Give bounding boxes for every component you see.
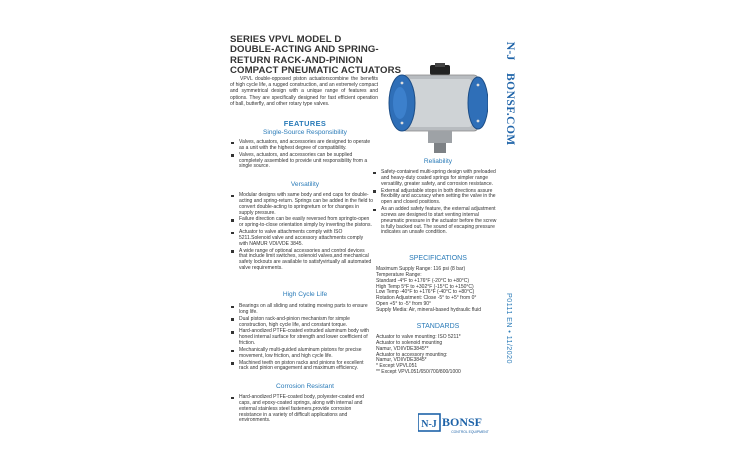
- specifications-heading: SPECIFICATIONS: [409, 255, 467, 262]
- sidebar-brand: BONSF.COM: [504, 73, 516, 146]
- document-title: [230, 35, 410, 76]
- bonsf-logo: [418, 411, 502, 435]
- features-heading: FEATURES: [283, 119, 327, 128]
- standards-text: Actuator to valve mounting: ISO 5211* Actuator to solenoid mounting Namur, VDI/VDE3845** Actuator to accessory mounting: Namur, VDI/VDE3845* * Except VPVL051 ** Except VPVL051/650/700/800/1000: [376, 334, 461, 376]
- list-item: External adjustable stops in both directions assure flexibility and accuracy when setting the valve in the open and closed positions.: [372, 189, 500, 207]
- list-item: A wide range of optional accessories and control devices that include limit switches, solenoid valves,and mechanical safety lockouts are available to satisfyvirtually all automated valve requirements.: [230, 249, 373, 272]
- reliability-list: [372, 170, 500, 237]
- footer-logo-name: BONSF: [442, 415, 483, 429]
- list-item: Modular designs with same body and end caps for double-acting and spring-return. Springs can be added in the field to convert double-acting to springreturn or for changes in supply pressure.: [230, 193, 373, 216]
- list-item: Hard-anodized PTFE-coated body, polyester-coated end caps, and epoxy-coated springs, along with internal and external stainless steel fasteners,provide corrosion resistance in a variety of difficult applications and environments.: [230, 395, 373, 424]
- sidebar-logo-text: N-J: [504, 41, 518, 61]
- high-cycle-heading: High Cycle Life: [282, 291, 328, 298]
- title-line: SERIES VPVL MODEL D: [230, 34, 342, 45]
- list-item: Actuator to valve attachments comply with ISO 5211.Solenoid valve and accessory attachments comply with NAMUR VDI/VDE 3845.: [230, 230, 373, 248]
- list-item: Bearings on all sliding and rotating moving parts to ensure long life.: [230, 304, 373, 316]
- nj-logo-icon: [503, 38, 521, 64]
- list-item: Failure direction can be easily reversed from springto-open or spring-to-close orientation simply by inverting the pistons.: [230, 217, 373, 229]
- title-line: COMPACT PNEUMATIC ACTUATORS: [230, 64, 402, 76]
- list-item: Dual piston rack-and-pinion mechanism for simple construction, high cycle life, and constant torque.: [230, 317, 373, 329]
- standards-heading: STANDARDS: [416, 323, 460, 330]
- list-item: Hard-anodized PTFE-coated extruded aluminum body with honed internal surface for strength and lower coefficient of friction.: [230, 329, 373, 347]
- footer-logo-mark: N-J: [421, 419, 437, 430]
- list-item: As an added safety feature, the external adjustment screws are designed to start venting internal pneumatic pressure in the actuator before the screw is fully backed out. The sound of escaping pressure indicates an unsafe condition.: [372, 207, 500, 236]
- list-item: Valves, actuators, and accessories are designed to operate as a unit with the highest degree of compatibility.: [230, 140, 373, 152]
- versatility-list: [230, 193, 373, 273]
- title-line: DOUBLE-ACTING AND SPRING-: [230, 44, 379, 56]
- single-source-list: [230, 140, 373, 171]
- list-item: Mechanically multi-guided aluminum pistons for precise movement, low friction, and high cycle life.: [230, 348, 373, 360]
- intro-paragraph: VPVL double-opposed piston actuatorscombine the benefits of high cycle life, a rugged construction, and an extremely compact and symmetrical design with a unique range of features and options. They are specifically designed for fast efficient operation of ball, butterfly, and other rotary type valves.: [230, 76, 378, 107]
- list-item: Safety-contained multi-spring design with preloaded and heavy-duty coated springs for simpler range versatility, greater safety, and corrosion resistance.: [372, 170, 500, 188]
- datasheet-page: [225, 33, 525, 439]
- corrosion-heading: Corrosion Resistant: [276, 383, 334, 390]
- high-cycle-list: [230, 304, 373, 373]
- reliability-heading: Reliability: [423, 158, 453, 165]
- corrosion-list: [230, 395, 373, 425]
- sidebar-doc-code: P0111 EN • 11/2020: [505, 293, 514, 364]
- list-item: Machined teeth on piston racks and pinions for excellent rack and pinion engagement and maximum efficiency.: [230, 361, 373, 373]
- footer-logo-tagline: CONTROL EQUIPMENT: [451, 430, 489, 434]
- sidebar: [499, 33, 523, 439]
- specifications-text: Maximum Supply Range: 116 psi (8 bar) Temperature Range: Standard -4°F to +176°F (-20°C to +80°C) High Temp 5°F to +302°F (-15°C to +150°C) Low Temp -40°F to +176°F (-40°C to +80°C) Rotation Adjustment: Close -5° to +5° from 0° Open +5° to -5° from 90° Supply Media: Air, mineral-based hydraulic fluid: [376, 266, 482, 313]
- actuator-photo: [388, 63, 488, 158]
- title-line: RETURN RACK-AND-PINION: [230, 54, 363, 66]
- versatility-heading: Versatility: [290, 181, 320, 188]
- single-source-heading: Single-Source Responsibility: [263, 129, 347, 136]
- list-item: Valves, actuators, and accessories can be supplied completely assembled to provide unit responsibility from a single source.: [230, 153, 373, 171]
